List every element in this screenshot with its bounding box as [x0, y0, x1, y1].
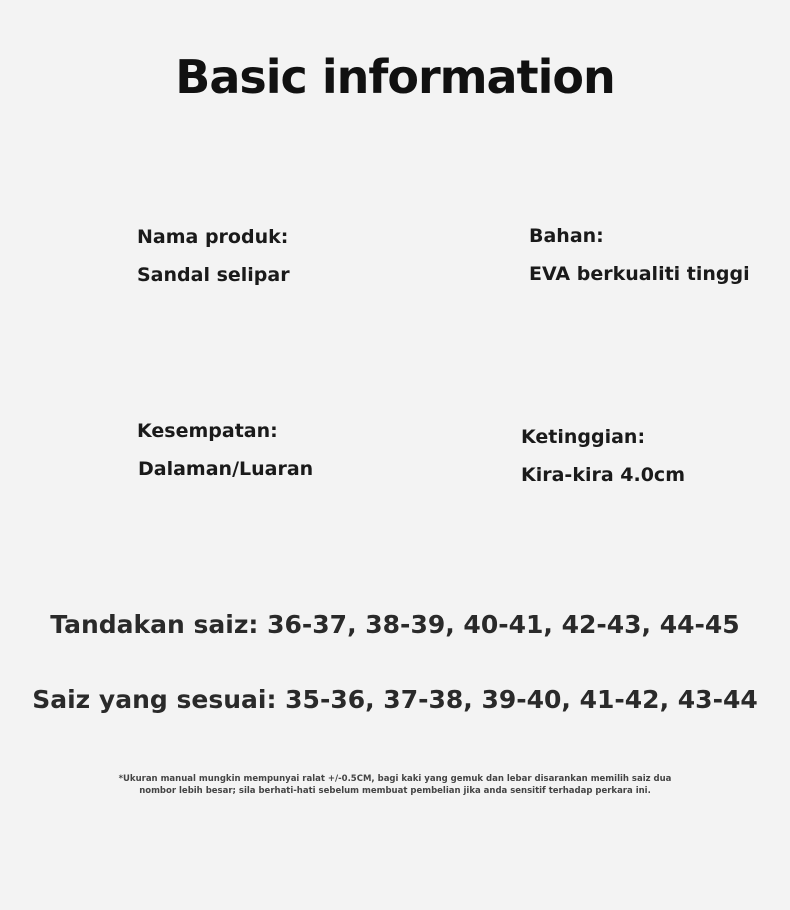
disclaimer-line-2: nombor lebih besar; sila berhati-hati sebelum membuat pembelian jika anda sensitif terhadap perkara ini.	[139, 786, 651, 796]
height-label: Ketinggian:	[521, 426, 646, 448]
product-name-label: Nama produk:	[137, 226, 289, 248]
info-height	[521, 428, 685, 485]
info-product	[137, 228, 290, 285]
material-value: EVA berkualiti tinggi	[529, 263, 750, 285]
material-label: Bahan:	[529, 225, 604, 247]
occasion-value: Dalaman/Luaran	[138, 458, 314, 480]
info-material	[529, 227, 750, 284]
size-disclaimer	[95, 773, 695, 797]
info-occasion	[137, 422, 313, 479]
disclaimer-line-1: *Ukuran manual mungkin mempunyai ralat +/-0.5CM, bagi kaki yang gemuk dan lebar disarankan memilih saiz dua	[118, 774, 672, 784]
fit-size-text: Saiz yang sesuai: 35-36, 37-38, 39-40, 41-42, 43-44	[32, 685, 758, 714]
product-name-value: Sandal selipar	[137, 264, 290, 286]
marked-size-text: Tandakan saiz: 36-37, 38-39, 40-41, 42-43, 44-45	[50, 610, 740, 639]
occasion-label: Kesempatan:	[137, 420, 278, 442]
height-value: Kira-kira 4.0cm	[521, 464, 685, 486]
page-title: Basic information	[175, 50, 615, 104]
